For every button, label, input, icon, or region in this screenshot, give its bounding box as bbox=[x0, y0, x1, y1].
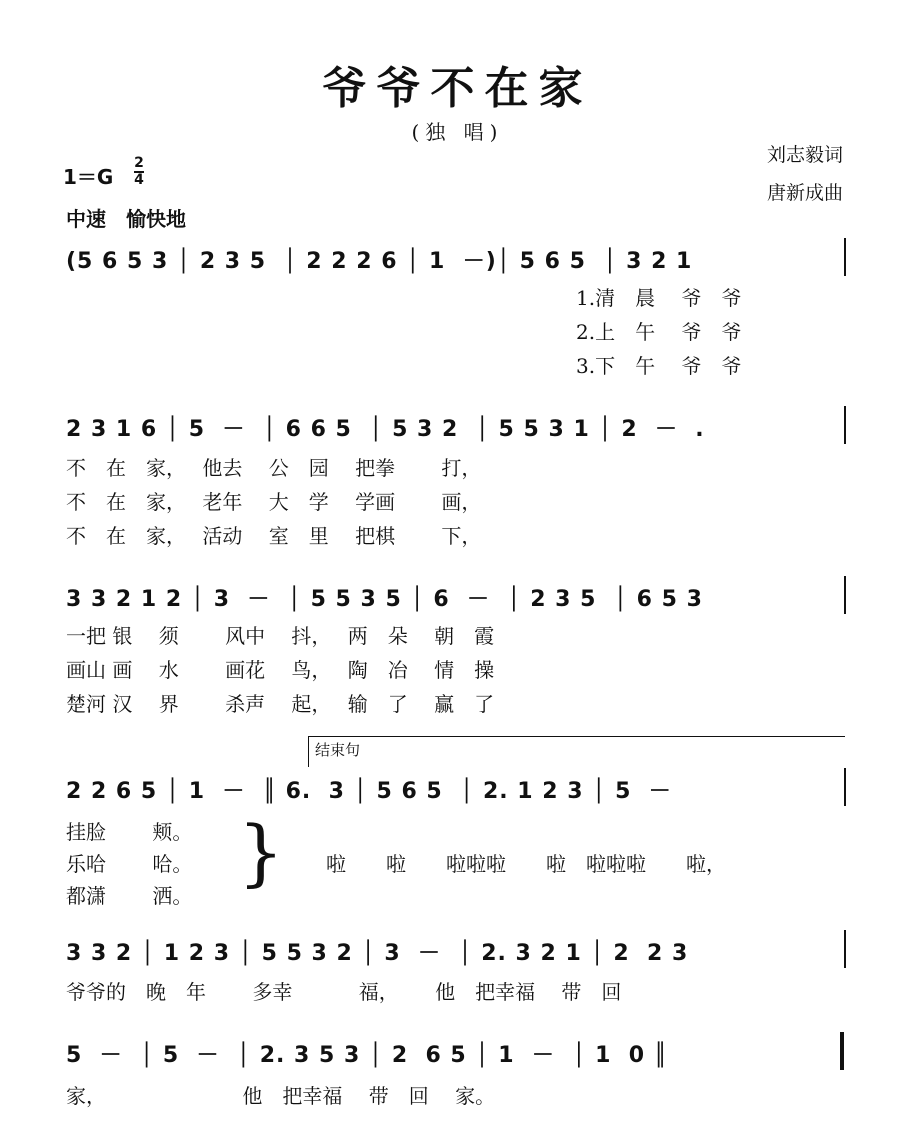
song-subtitle: (独 唱) bbox=[411, 120, 504, 144]
notation-line: 2 2 6 5 │ 1 － ║ 6. 3 │ 5 6 5 │ 2. 1 2 3 │ 5 － bbox=[66, 779, 672, 804]
lyric-verse-3: 3.下 午 爷 爷 bbox=[576, 354, 742, 378]
lyric-verse-1: 不 在 家， 他去 公 园 把拳 打， bbox=[66, 456, 482, 480]
notation-line: 3 3 2 │ 1 2 3 │ 5 5 3 2 │ 3 － │ 2. 3 2 1 │ 2 2 3 bbox=[66, 941, 689, 966]
lyric-verse-2: 2.上 午 爷 爷 bbox=[576, 320, 742, 344]
lyric-verse-3: 不 在 家， 活动 室 里 把棋 下， bbox=[66, 524, 482, 548]
lyric-verse-3: 都潇 洒。 bbox=[66, 884, 193, 908]
notation-line: (5 6 5 3 │ 2 3 5 │ 2 2 2 6 │ 1 －)│ 5 6 5 │ 3 2 1 bbox=[66, 249, 693, 274]
barline bbox=[844, 406, 846, 444]
lyric-verse-1: 1.清 晨 爷 爷 bbox=[576, 286, 742, 310]
ending-bracket bbox=[308, 736, 845, 767]
lyric-verse-2: 画山 画 水 画花 鸟， 陶 冶 情 操 bbox=[66, 658, 495, 682]
refrain-lyric: 啦 啦 啦啦啦 啦 啦啦啦 啦， bbox=[326, 852, 726, 876]
lyric-verse-1: 挂脸 颊。 bbox=[66, 820, 193, 844]
barline bbox=[844, 930, 846, 968]
lyric-line: 家， 他 把幸福 带 回 家。 bbox=[66, 1084, 496, 1108]
barline bbox=[844, 768, 846, 806]
time-signature-bottom: 4 bbox=[134, 172, 144, 188]
lyric-verse-3: 楚河 汉 界 杀声 起， 输 了 赢 了 bbox=[66, 692, 495, 716]
ending-label: 结束句 bbox=[315, 741, 361, 759]
barline bbox=[844, 576, 846, 614]
tempo-marking: 中速 愉快地 bbox=[66, 207, 186, 231]
barline bbox=[844, 238, 846, 276]
lyricist-credit: 刘志毅词 bbox=[766, 144, 843, 166]
verse-brace: } bbox=[238, 810, 284, 894]
notation-line: 5 － │ 5 － │ 2. 3 5 3 │ 2 6 5 │ 1 － │ 1 0 ║ bbox=[66, 1043, 668, 1068]
key-signature: 1＝G bbox=[63, 165, 114, 189]
song-title: 爷爷不在家 bbox=[322, 63, 593, 114]
time-signature-top: 2 bbox=[134, 155, 144, 171]
lyric-line: 爷爷的 晚 年 多幸 福， 他 把幸福 带 回 bbox=[66, 980, 622, 1004]
notation-line: 2 3 1 6 │ 5 － │ 6 6 5 │ 5 3 2 │ 5 5 3 1 │ 2 － . bbox=[66, 417, 705, 442]
lyric-verse-2: 不 在 家， 老年 大 学 学画 画， bbox=[66, 490, 482, 514]
notation-line: 3 3 2 1 2 │ 3 － │ 5 5 3 5 │ 6 － │ 2 3 5 │ 6 5 3 bbox=[66, 587, 703, 612]
final-barline bbox=[840, 1032, 844, 1070]
time-signature bbox=[134, 156, 144, 187]
lyric-verse-1: 一把 银 须 风中 抖， 两 朵 朝 霞 bbox=[66, 624, 495, 648]
composer-credit: 唐新成曲 bbox=[766, 182, 843, 204]
lyric-verse-2: 乐哈 哈。 bbox=[66, 852, 193, 876]
